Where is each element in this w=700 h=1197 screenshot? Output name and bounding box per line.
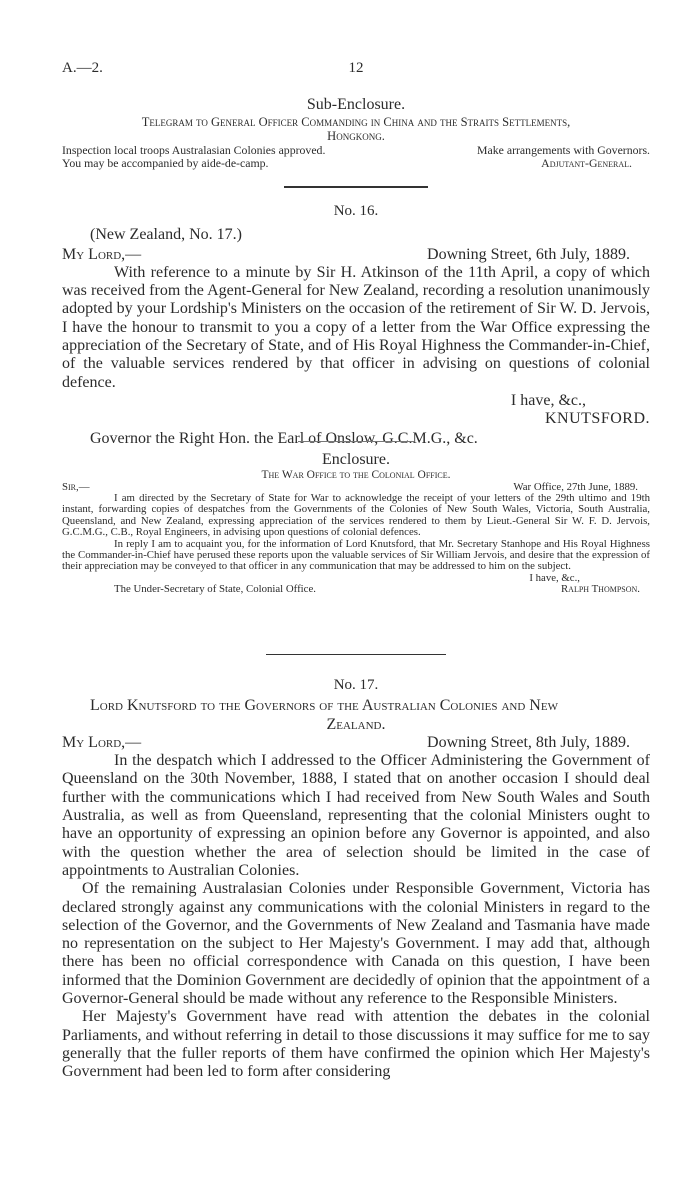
no17-paragraph-1: In the despatch which I addressed to the Officer Administering the Government of Queensland on the 30th November, 1888, I stated that on another occasion I should deal further with the communications which I had received from New South Wales and South Australia, as well as from Queensland, representing that the colonial Ministers ought to have an opportunity of expressing an opinion before any Governor is appointed, and also with the question whether the area of selection should be limited in the case of appointments to Australian Colonies.: [62, 752, 650, 879]
no17-title-line-1: Lord Knutsford to the Governors of the Australian Colonies and New: [90, 697, 558, 715]
sub-enclosure: [62, 96, 650, 170]
no16-number: No. 16.: [333, 203, 379, 219]
no16-place-date: Downing Street, 6th July, 1889.: [427, 245, 630, 263]
page-header: [62, 60, 650, 80]
telegram-signature: Adjutant-General.: [541, 156, 632, 170]
sub-enclosure-heading: Sub-Enclosure.: [306, 96, 406, 113]
telegram-line-1: Telegram to General Officer Commanding in China and the Straits Settlements,: [141, 115, 571, 129]
no17-paragraph-3: Her Majesty's Government have read with attention the debates in the colonial Parliaments, and without referring in detail to those discussions it may suffice for me to say generally that the fuller reports of them have confirmed the opinion which Her Majesty's Government had been led to form after considering: [62, 1008, 650, 1081]
enclosure-paragraph-1: I am directed by the Secretary of State for War to acknowledge the receipt of your letters of the 29th ultimo and 19th instant, forwarding copies of despatches from the Governments of the Colonies of New South Wales, Victoria, South Australia, Queensland, and New Zealand, expressing appreciation of the services rendered to them by Lieut.-General Sir W. F. D. Jervois, G.C.M.G., C.B., Royal Engineers, in advising upon questions of colonial defences.: [62, 491, 650, 539]
no16-closing: I have, &c.,: [510, 391, 586, 409]
no17-place-date: Downing Street, 8th July, 1889.: [427, 733, 630, 751]
section-divider: [284, 186, 428, 188]
section-divider: [266, 654, 446, 655]
enclosure-heading: Enclosure.: [322, 451, 390, 468]
enclosure-closing: I have, &c.,: [529, 571, 580, 584]
enclosure-paragraph-2: In reply I am to acquaint you, for the information of Lord Knutsford, that Mr. Secretary Stanhope and His Royal Highness the Commander-in-Chief have perused these reports upon the valuable services of Sir William Jervois, and desire that the expression of their appreciation may be conveyed to that officer in any communication that may be addressed to him on the subject.: [62, 537, 650, 573]
telegram-body-line-1-left: Inspection local troops Australasian Colonies approved.: [62, 143, 326, 157]
document-page: [62, 0, 650, 1197]
no16-signature: KNUTSFORD.: [544, 410, 650, 428]
enclosure-signature: Ralph Thompson.: [560, 583, 640, 596]
no17-title-line-2: Zealand.: [326, 715, 386, 733]
document-reference: A.—2.: [62, 60, 103, 76]
no17-salutation: My Lord,—: [62, 733, 142, 751]
telegram-body-line-1-right: Make arrangements with Governors.: [477, 143, 650, 157]
enclosure: [62, 451, 650, 596]
no17-number: No. 17.: [333, 677, 379, 693]
despatch-no-17: [62, 676, 650, 1082]
telegram-body-line-2-left: You may be accompanied by aide-de-camp.: [62, 156, 269, 170]
despatch-no-16: [62, 202, 650, 448]
no16-salutation: My Lord,—: [62, 245, 142, 263]
no16-colony: (New Zealand, No. 17.): [90, 226, 242, 244]
no16-body: With reference to a minute by Sir H. Atkinson of the 11th April, a copy of which was received from the Agent-General for New Zealand, recording a resolution unanimously adopted by your Lordship's Ministers on the occasion of the retirement of Sir W. D. Jervois, I have the honour to transmit to you a copy of a letter from the War Office expressing the appreciation of the Secretary of State, and of His Royal Highness the Commander-in-Chief, of the valuable services rendered by that officer in advising on questions of colonial defence.: [62, 263, 650, 391]
enclosure-place-date: War Office, 27th June, 1889.: [513, 480, 638, 493]
enclosure-addressee: The Under-Secretary of State, Colonial Office.: [114, 583, 316, 596]
no16-addressee: Governor the Right Hon. the Earl of Onslow, G.C.M.G., &c.: [90, 429, 478, 447]
page-number: 12: [348, 60, 364, 76]
enclosure-from: The War Office to the Colonial Office.: [261, 469, 451, 481]
enclosure-salutation: Sir,—: [62, 480, 90, 493]
section-divider: [298, 441, 414, 442]
telegram-line-2: Hongkong.: [327, 129, 385, 143]
no17-paragraph-2: Of the remaining Australasian Colonies under Responsible Government, Victoria has declared strongly against any communications with the colonial Ministers in regard to the selection of the Governor, and the Governments of New Zealand and Tasmania have made no representation on the subject to Her Majesty's Government. I may add that, although there has been no official correspondence with Canada on this question, I have been informed that the Dominion Government are decidedly of opinion that the appointment of a Governor-General should be made without any reference to the Responsible Ministers.: [62, 880, 650, 1008]
